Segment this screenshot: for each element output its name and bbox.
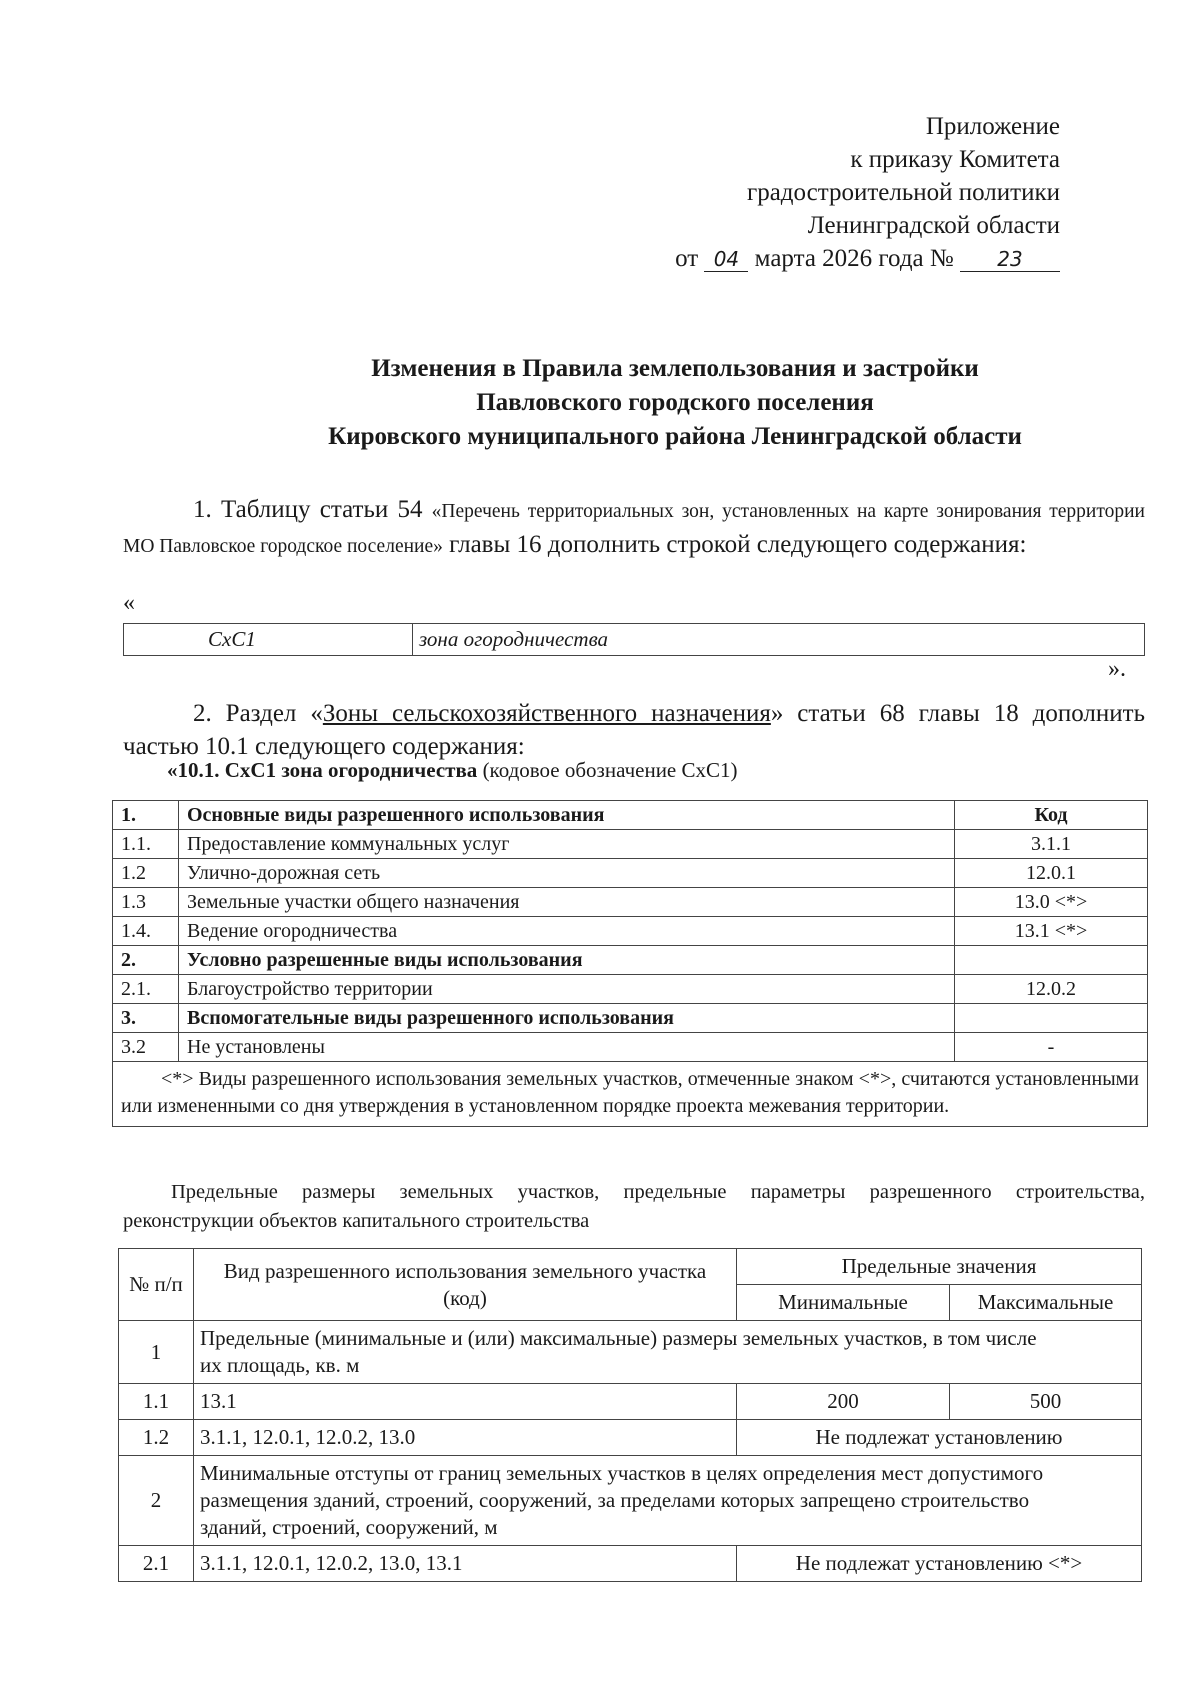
table-row <box>119 1384 1142 1420</box>
header-line: Ленинградской области <box>807 212 1060 239</box>
use-name: Основные виды разрешенного использования <box>179 801 955 830</box>
table-row <box>119 1456 1142 1546</box>
row-number: 1.3 <box>113 888 179 917</box>
use-name: Не установлены <box>179 1033 955 1062</box>
use-code: 12.0.2 <box>955 975 1148 1004</box>
row-text: Предельные (минимальные и (или) максимальные) размеры земельных участков, в том числе их площадь, кв. м <box>194 1321 1142 1384</box>
date-mid: марта 2026 года № <box>754 245 954 272</box>
use-name: Вспомогательные виды разрешенного использования <box>179 1004 955 1033</box>
use-code <box>955 946 1148 975</box>
table-row <box>113 1033 1148 1062</box>
use-code: 13.1 <box>194 1384 737 1420</box>
row-number: 2. <box>113 946 179 975</box>
use-name: Земельные участки общего назначения <box>179 888 955 917</box>
use-code: - <box>955 1033 1148 1062</box>
row-number: 1.2 <box>119 1420 194 1456</box>
use-name: Предоставление коммунальных услуг <box>179 830 955 859</box>
zone-code: СхС1 <box>124 624 413 656</box>
title-line: Изменения в Правила землепользования и застройки <box>371 355 979 382</box>
title-line: Кировского муниципального района Ленинградской области <box>328 423 1022 450</box>
use-code: 13.0 <*> <box>955 888 1148 917</box>
section-1-text <box>123 493 1145 563</box>
use-code: 3.1.1 <box>955 830 1148 859</box>
section-1-part-a: Таблицу статьи 54 <box>220 496 423 523</box>
use-code: Код <box>955 801 1148 830</box>
limit-value: Не подлежат установлению <*> <box>737 1546 1142 1582</box>
row-number: 2 <box>119 1456 194 1546</box>
limits-table <box>118 1248 1142 1582</box>
footnote: <*> Виды разрешенного использования земельных участков, отмеченные знаком <*>, считаются установленными или измененными со дня утверждения в установленном порядке проекта межевания территории. <box>113 1062 1148 1127</box>
header-limits: Предельные значения <box>737 1249 1142 1285</box>
permitted-uses-table <box>112 800 1148 1127</box>
use-name: Улично-дорожная сеть <box>179 859 955 888</box>
table-row <box>113 917 1148 946</box>
section-2-part-a: 2. Раздел « <box>193 700 323 727</box>
table-row <box>119 1546 1142 1582</box>
header-line: к приказу Комитета <box>850 146 1060 173</box>
use-code: 3.1.1, 12.0.1, 12.0.2, 13.0, 13.1 <box>194 1546 737 1582</box>
section-2-part-b: » статьи 68 главы 18 дополнить частью 10.1 следующего содержания: <box>123 700 1145 760</box>
row-number: 1.2 <box>113 859 179 888</box>
subsection-heading-note: (кодовое обозначение СхС1) <box>477 758 738 782</box>
subsection-heading <box>167 758 738 783</box>
subsection-heading-bold: «10.1. СхС1 зона огородничества <box>167 758 478 782</box>
table-row <box>113 1004 1148 1033</box>
use-code: 12.0.1 <box>955 859 1148 888</box>
header-line: Приложение <box>925 113 1060 140</box>
order-date-line <box>540 242 1060 275</box>
document-title <box>0 352 1200 454</box>
min-value: 200 <box>737 1384 950 1420</box>
header-max: Максимальные <box>950 1285 1142 1321</box>
table-row <box>113 1062 1148 1127</box>
header-min: Минимальные <box>737 1285 950 1321</box>
row-number: 1. <box>113 801 179 830</box>
table-row <box>113 830 1148 859</box>
table-row <box>119 1249 1142 1285</box>
table-row <box>113 859 1148 888</box>
use-name: Ведение огородничества <box>179 917 955 946</box>
section-1-number: 1. <box>193 496 212 523</box>
use-name: Условно разрешенные виды использования <box>179 946 955 975</box>
section-1-quoted-title: «Перечень территориальных зон, установленных на карте зонирования территории МО Павловское городское поселение» <box>123 501 1145 557</box>
table-row <box>119 1420 1142 1456</box>
use-code <box>955 1004 1148 1033</box>
approval-header <box>540 110 1060 275</box>
table-row <box>113 975 1148 1004</box>
zone-name: зона огородничества <box>413 624 1145 656</box>
table-row <box>124 624 1145 656</box>
limits-intro: Предельные размеры земельных участков, предельные параметры разрешенного строительства, реконструкции объектов капитального строительства <box>123 1181 1145 1232</box>
title-line: Павловского городского поселения <box>476 389 874 416</box>
zones-link: Зоны сельскохозяйственного назначения <box>322 700 771 727</box>
section-1-part-c: главы 16 дополнить строкой следующего содержания: <box>449 531 1027 558</box>
section-2-text <box>123 697 1145 763</box>
header-number: № п/п <box>119 1249 194 1321</box>
use-code: 3.1.1, 12.0.1, 12.0.2, 13.0 <box>194 1420 737 1456</box>
header-line: градостроительной политики <box>746 179 1060 206</box>
use-name: Благоустройство территории <box>179 975 955 1004</box>
table-row <box>113 888 1148 917</box>
close-quote: ». <box>1108 656 1126 682</box>
order-number: 23 <box>960 247 1060 272</box>
date-prefix: от <box>675 245 699 272</box>
table-row <box>119 1321 1142 1384</box>
row-number: 2.1. <box>113 975 179 1004</box>
row-number: 1.1. <box>113 830 179 859</box>
table-row <box>113 946 1148 975</box>
row-number: 3. <box>113 1004 179 1033</box>
use-code: 13.1 <*> <box>955 917 1148 946</box>
row-number: 3.2 <box>113 1033 179 1062</box>
zone-row-table <box>123 623 1145 656</box>
open-quote: « <box>123 590 135 616</box>
row-text: Минимальные отступы от границ земельных участков в целях определения мест допустимого размещения зданий, строений, сооружений, за пределами которых запрещено строительство зданий, строений, сооружений, м <box>194 1456 1142 1546</box>
row-number: 1 <box>119 1321 194 1384</box>
row-number: 1.4. <box>113 917 179 946</box>
limit-value: Не подлежат установлению <box>737 1420 1142 1456</box>
order-day: 04 <box>704 247 748 272</box>
table-row <box>113 801 1148 830</box>
header-use: Вид разрешенного использования земельного участка (код) <box>194 1249 737 1321</box>
max-value: 500 <box>950 1384 1142 1420</box>
row-number: 2.1 <box>119 1546 194 1582</box>
row-number: 1.1 <box>119 1384 194 1420</box>
